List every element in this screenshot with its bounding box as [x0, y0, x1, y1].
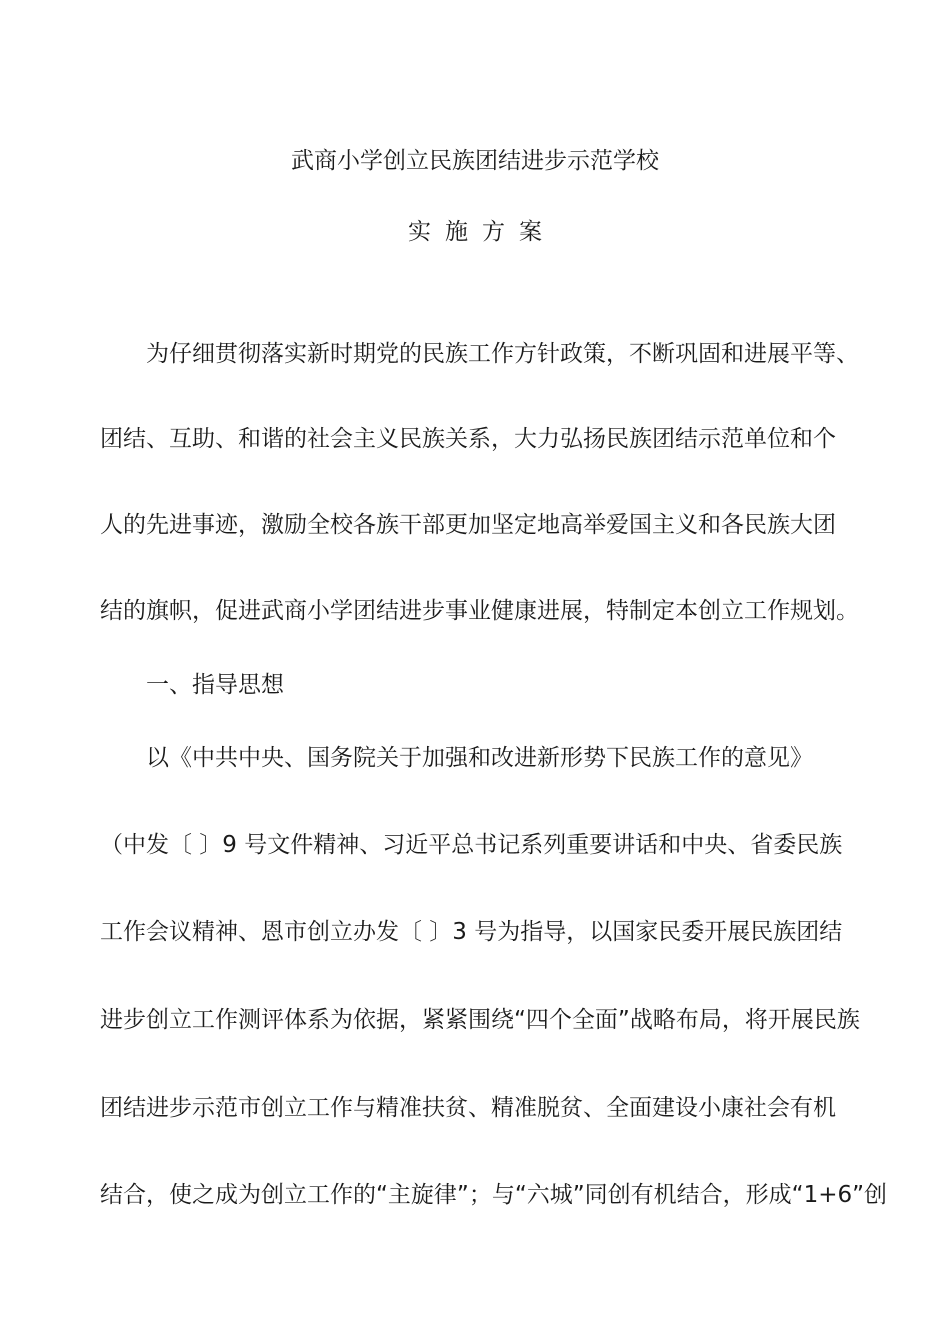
paragraph-line: 工作会议精神、恩市创立办发〔 〕3 号为指导，以国家民委开展民族团结	[100, 919, 843, 945]
paragraph-line: 以《中共中央、国务院关于加强和改进新形势下民族工作的意见》	[146, 745, 813, 771]
paragraph-line: 进步创立工作测评体系为依据，紧紧围绕“四个全面”战略布局，将开展民族	[100, 1007, 860, 1033]
section-heading: 一、指导思想	[146, 672, 284, 698]
paragraph-line: 团结、互助、和谐的社会主义民族关系，大力弘扬民族团结示范单位和个	[100, 426, 836, 452]
paragraph-line: 结合，使之成为创立工作的“主旋律”；与“六城”同创有机结合，形成“1+6”创	[100, 1182, 888, 1208]
paragraph-line: 人的先进事迹，激励全校各族干部更加坚定地高举爱国主义和各民族大团	[100, 512, 836, 538]
paragraph-line: （中发〔 〕9 号文件精神、习近平总书记系列重要讲话和中央、省委民族	[100, 832, 843, 858]
document-title: 武商小学创立民族团结进步示范学校	[291, 148, 659, 174]
document-subtitle: 实施方案	[408, 219, 556, 245]
paragraph-line: 结的旗帜，促进武商小学团结进步事业健康进展，特制定本创立工作规划。	[100, 598, 859, 624]
paragraph-line: 团结进步示范市创立工作与精准扶贫、精准脱贫、全面建设小康社会有机	[100, 1095, 836, 1121]
paragraph-line: 为仔细贯彻落实新时期党的民族工作方针政策，不断巩固和进展平等、	[146, 341, 859, 367]
